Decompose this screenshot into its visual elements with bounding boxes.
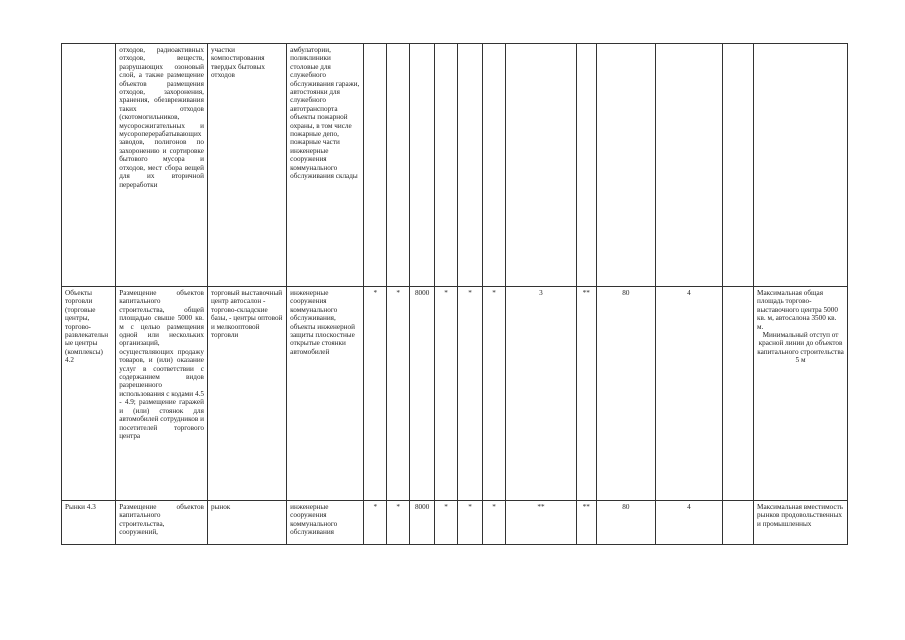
table-row bbox=[62, 501, 848, 545]
param-cell-2 bbox=[387, 44, 410, 287]
param-cell-6: * bbox=[483, 501, 506, 545]
param-cell-6 bbox=[483, 44, 506, 287]
use-name-cell bbox=[62, 44, 116, 287]
param-cell-11 bbox=[722, 501, 753, 545]
param-cell-7: ** bbox=[506, 501, 577, 545]
param-cell-3 bbox=[410, 44, 435, 287]
param-cell-7 bbox=[506, 44, 577, 287]
param-cell-4: * bbox=[435, 287, 458, 501]
param-cell-8: ** bbox=[576, 287, 596, 501]
param-cell-11 bbox=[722, 44, 753, 287]
param-cell-9: 80 bbox=[596, 287, 655, 501]
param-cell-5: * bbox=[458, 287, 483, 501]
param-cell-8 bbox=[576, 44, 596, 287]
param-cell-3: 8000 bbox=[410, 501, 435, 545]
land-use-regulations-table bbox=[61, 43, 848, 545]
param-cell-2: * bbox=[387, 287, 410, 501]
conditional-use-cell: участки компостирования твердых бытовых отходов bbox=[207, 44, 286, 287]
use-description-cell: отходов, радиоактивных отходов, веществ, разрушающих озоновый слой, а также размещение объектов размещения отходов, захоронения, хранения, обезвреживания таких отходов (скотомогильников, мусоросжигательных и мусороперерабатывающих заводов, полигонов по захоронению и сортировке бытового мусора и отходов, мест сбора вещей для их вторичной переработки bbox=[116, 44, 208, 287]
table-row bbox=[62, 44, 848, 287]
note-min-setback: Минимальный отступ от красной линии до объектов капитального строительства 5 м bbox=[757, 331, 844, 365]
note-max-area: Максимальная общая площадь торгово-выставочного центра 5000 кв. м, автосалона 3500 кв. м. bbox=[757, 289, 838, 331]
auxiliary-use-cell: амбулатории, поликлиники столовые для служебного обслуживания гаражи, автостоянки для служебного автотранспорта объекты пожарной охраны, в том числе пожарные депо, пожарные части инженерные сооружения коммунального обслуживания склады bbox=[287, 44, 364, 287]
param-cell-4 bbox=[435, 44, 458, 287]
notes-cell bbox=[754, 44, 848, 287]
param-cell-1 bbox=[364, 44, 387, 287]
use-name-cell: Рынки 4.3 bbox=[62, 501, 116, 545]
use-description-cell: Размещение объектов капитального строительства, общей площадью свыше 5000 кв. м с целью размещения одной или нескольких организаций, осуществляющих продажу товаров, и (или) оказание услуг в соответствии с содержанием видов разрешенного использования с кодами 4.5 - 4.9; размещение гаражей и (или) стоянок для автомобилей сотрудников и посетителей торгового центра bbox=[116, 287, 208, 501]
param-cell-10: 4 bbox=[656, 287, 723, 501]
param-cell-5: * bbox=[458, 501, 483, 545]
param-cell-1: * bbox=[364, 287, 387, 501]
param-cell-9 bbox=[596, 44, 655, 287]
conditional-use-cell: рынок bbox=[207, 501, 286, 545]
param-cell-4: * bbox=[435, 501, 458, 545]
param-cell-5 bbox=[458, 44, 483, 287]
note-line: Максимальная вместимость рынков продовольственных и промышленных bbox=[757, 503, 844, 528]
param-cell-7: 3 bbox=[506, 287, 577, 501]
use-name-cell: Объекты торговли (торговые центры, торгово-развлекательные центры (комплексы) 4.2 bbox=[62, 287, 116, 501]
param-cell-10 bbox=[656, 44, 723, 287]
param-cell-11 bbox=[722, 287, 753, 501]
notes-cell bbox=[754, 287, 848, 501]
notes-cell bbox=[754, 501, 848, 545]
auxiliary-use-cell: инженерные сооружения коммунального обслуживания, объекты инженерной защиты плоскостные открытые стоянки автомобилей bbox=[287, 287, 364, 501]
param-cell-1: * bbox=[364, 501, 387, 545]
param-cell-9: 80 bbox=[596, 501, 655, 545]
param-cell-2: * bbox=[387, 501, 410, 545]
table-row bbox=[62, 287, 848, 501]
param-cell-3: 8000 bbox=[410, 287, 435, 501]
param-cell-10: 4 bbox=[656, 501, 723, 545]
conditional-use-cell: торговый выставочный центр автосалон - торгово-складские базы, - центры оптовой и мелкооптовой торговли bbox=[207, 287, 286, 501]
auxiliary-use-cell: инженерные сооружения коммунального обслуживания bbox=[287, 501, 364, 545]
param-cell-8: ** bbox=[576, 501, 596, 545]
use-description-cell: Размещение объектов капитального строительства, сооружений, bbox=[116, 501, 208, 545]
param-cell-6: * bbox=[483, 287, 506, 501]
